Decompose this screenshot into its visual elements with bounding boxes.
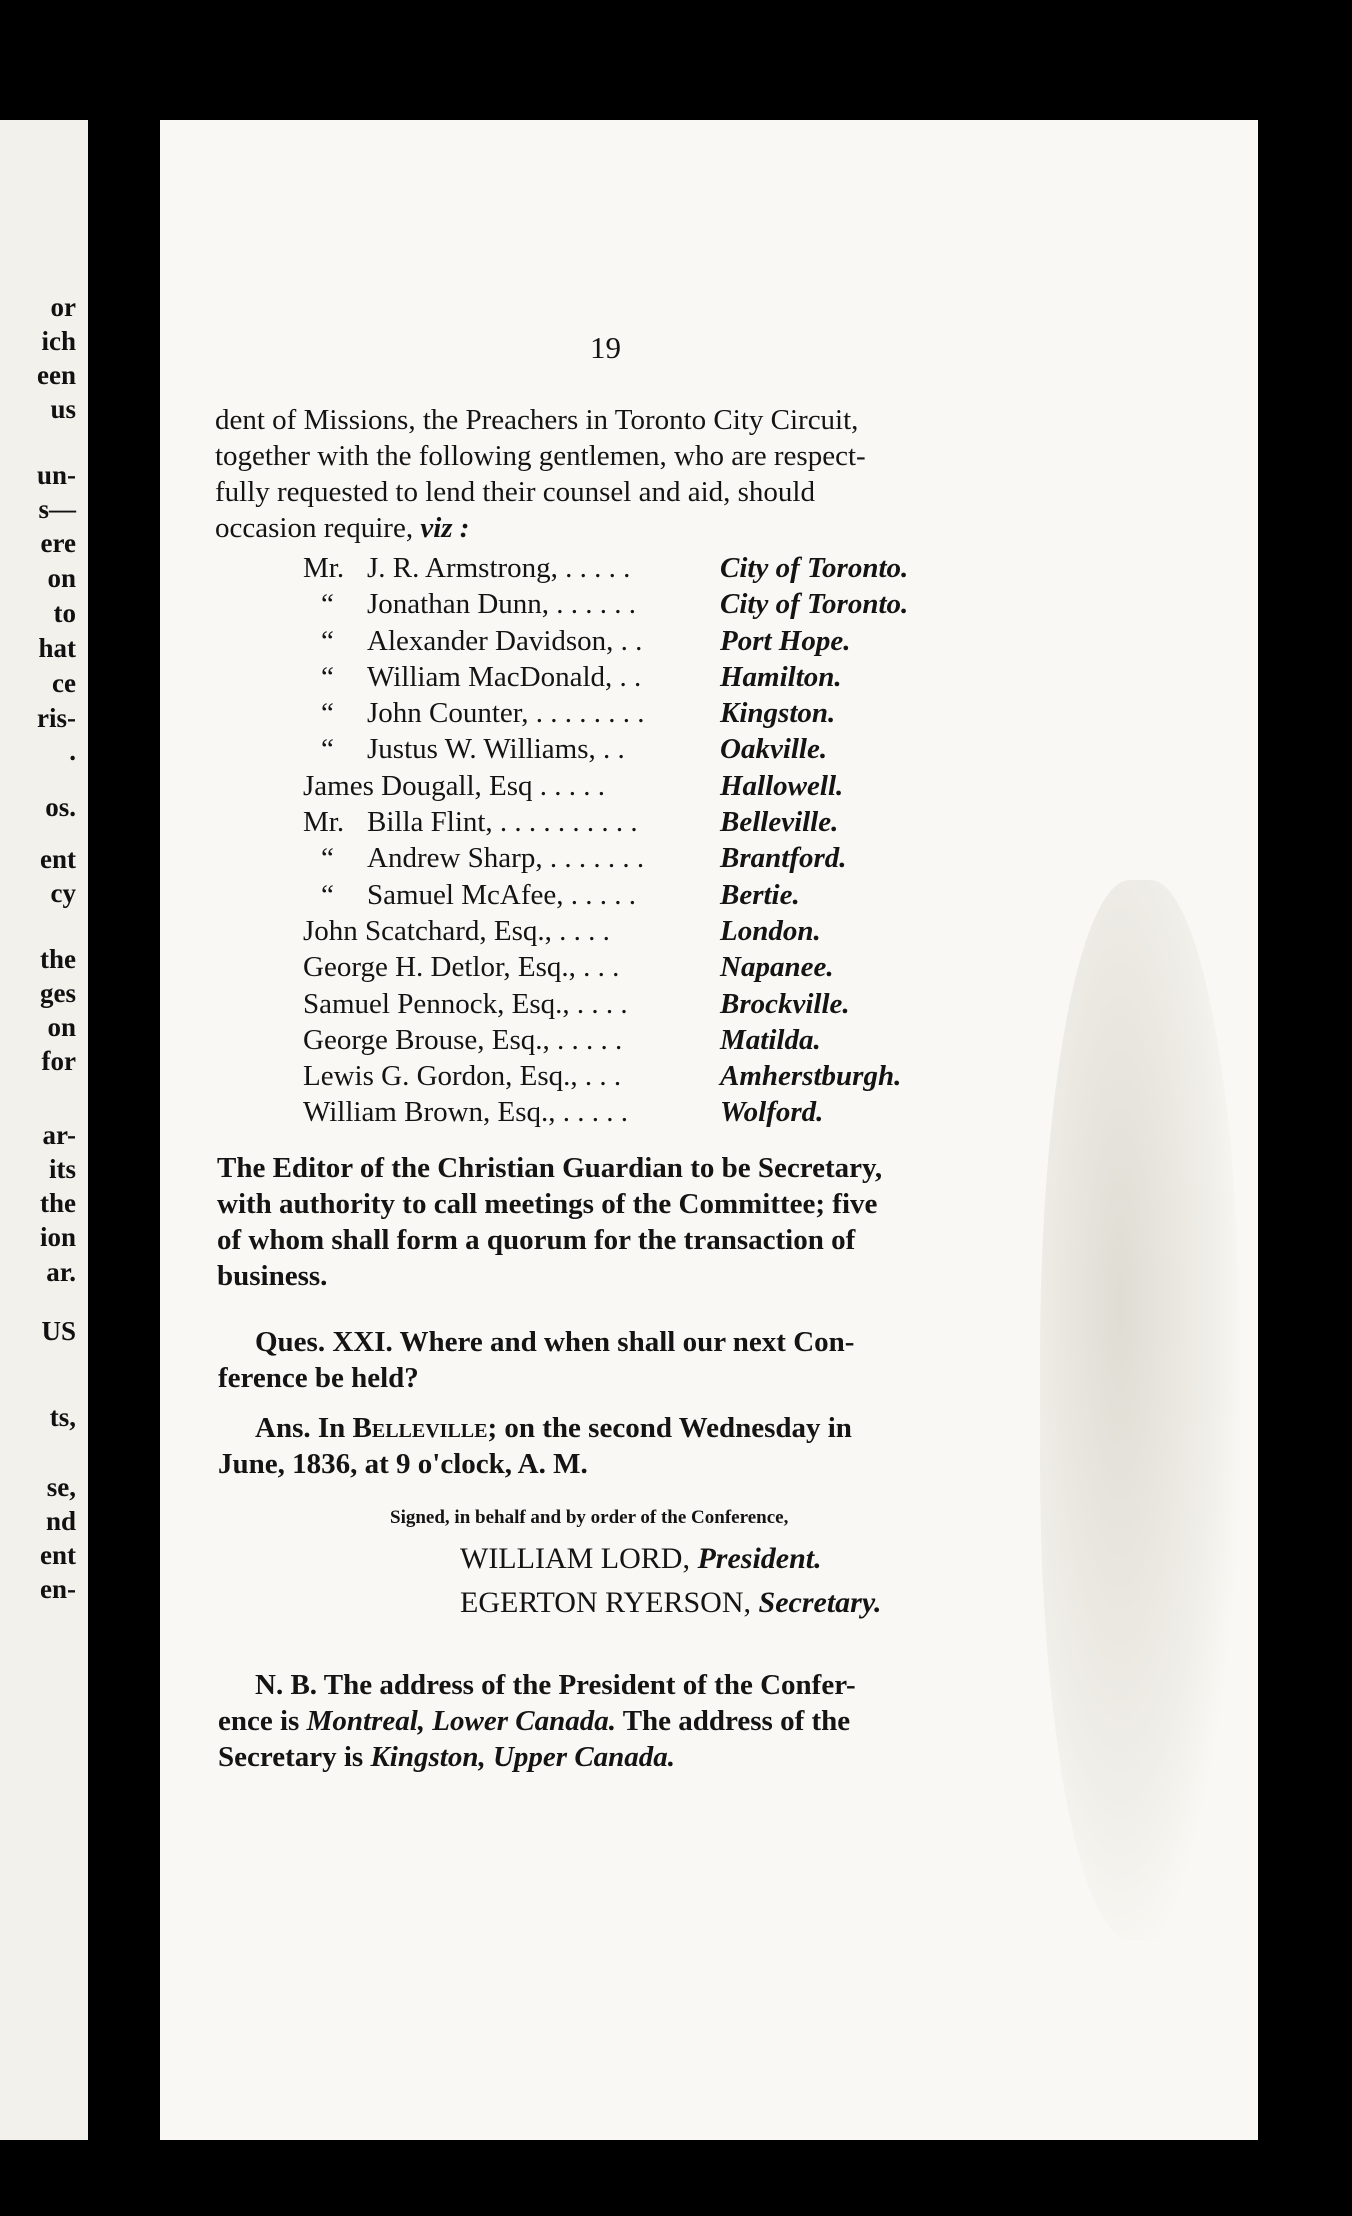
member-name: Jonathan Dunn, . . . . . . (367, 588, 637, 621)
margin-fragment: s— (38, 494, 76, 524)
ditto-mark: “ (321, 660, 334, 693)
book-page (160, 120, 1258, 2140)
margin-fragment: hat (38, 633, 76, 663)
ditto-mark: “ (321, 624, 334, 657)
member-prefix: Mr. (303, 552, 345, 584)
secretary-title: Secretary. (758, 1586, 882, 1619)
margin-fragment: os. (45, 792, 76, 822)
member-name: George Brouse, Esq., . . . . . (303, 1023, 623, 1056)
margin-fragment: ich (41, 326, 76, 356)
answer-rest: ; on the second Wednesday in (487, 1412, 852, 1444)
member-name: Samuel Pennock, Esq., . . . . (303, 987, 628, 1020)
member-name: Lewis G. Gordon, Esq., . . . (303, 1060, 622, 1093)
member-place: Hamilton. (720, 660, 842, 693)
margin-fragment: ent (40, 844, 76, 874)
member-place: Matilda. (720, 1023, 821, 1056)
nb-line (218, 1703, 1025, 1739)
member-name: James Dougall, Esq . . . . . (303, 769, 606, 802)
member-name: J. R. Armstrong, . . . . . (367, 552, 631, 584)
margin-fragment: se, (46, 1472, 76, 1502)
nb-mid: The address of the (622, 1705, 851, 1737)
margin-fragment: ts, (49, 1402, 76, 1432)
margin-fragment: ion (39, 1222, 76, 1252)
answer-line: June, 1836, at 9 o'clock, A. M. (218, 1448, 588, 1480)
nb-president-city: Montreal, Lower Canada. (306, 1705, 616, 1737)
nb-line (218, 1739, 1025, 1775)
page-number: 19 (590, 330, 621, 365)
water-stain (1040, 880, 1240, 1940)
question-line: ference be held? (218, 1362, 419, 1394)
margin-fragment: cy (50, 878, 76, 908)
left-page-margin (0, 120, 88, 2140)
ditto-mark: “ (321, 697, 334, 730)
margin-fragment: or (50, 292, 76, 322)
member-place: Napanee. (720, 951, 834, 984)
member-name: William MacDonald, . . (367, 660, 642, 693)
member-place: Kingston. (720, 697, 836, 730)
question-line: Ques. XXI. Where and when shall our next Con- (255, 1326, 855, 1358)
margin-fragment: en- (40, 1574, 76, 1604)
viz-text: viz : (420, 512, 470, 544)
member-place: Brockville. (720, 987, 850, 1020)
member-name: Samuel McAfee, . . . . . (367, 878, 636, 911)
margin-fragment: ar- (42, 1120, 76, 1150)
editor-line: with authority to call meetings of the Committee; five (217, 1188, 878, 1220)
margin-fragment: ce (52, 668, 76, 698)
nb-paragraph (218, 1667, 1025, 1775)
margin-fragment: ris- (37, 703, 76, 733)
member-name: John Counter, . . . . . . . . (367, 697, 645, 730)
ditto-mark: “ (321, 842, 334, 875)
ditto-mark: “ (321, 878, 334, 911)
member-name: Billa Flint, . . . . . . . . . . (367, 806, 638, 839)
member-place: Port Hope. (720, 624, 851, 657)
nb-prefix: ence is (218, 1705, 300, 1737)
member-place: Wolford. (720, 1096, 824, 1129)
signed-intro: Signed, in behalf and by order of the Conference, (390, 1507, 789, 1528)
margin-fragment: to (53, 598, 76, 628)
member-place: Belleville. (720, 806, 839, 839)
margin-fragment: US (41, 1316, 76, 1346)
margin-fragment: ges (40, 978, 76, 1008)
member-place: City of Toronto. (720, 552, 909, 584)
secretary-signature (460, 1586, 882, 1620)
margin-fragment: the (40, 944, 76, 974)
margin-fragment: een (37, 360, 76, 390)
margin-fragment: us (50, 394, 76, 424)
president-title: President. (697, 1542, 822, 1575)
secretary-name: EGERTON RYERSON, (460, 1586, 752, 1619)
member-place: London. (720, 914, 821, 947)
ditto-mark: “ (321, 588, 334, 621)
intro-paragraph (215, 402, 1025, 546)
answer-paragraph (218, 1410, 1025, 1482)
margin-fragment: its (49, 1154, 76, 1184)
member-name: Justus W. Williams, . . (367, 733, 625, 766)
editor-paragraph (217, 1150, 1025, 1294)
member-place: Bertie. (720, 878, 800, 911)
intro-line: fully requested to lend their counsel and aid, should (215, 476, 815, 508)
member-place: City of Toronto. (720, 588, 909, 621)
margin-fragment: ere (40, 528, 76, 558)
nb-line3-prefix: Secretary is (218, 1741, 364, 1773)
margin-fragment: the (40, 1188, 76, 1218)
member-place: Hallowell. (720, 769, 844, 802)
editor-line: of whom shall form a quorum for the transaction of (217, 1224, 856, 1256)
member-name: George H. Detlor, Esq., . . . (303, 951, 620, 984)
member-prefix: Mr. (303, 806, 345, 839)
member-place: Amherstburgh. (720, 1060, 902, 1093)
margin-fragment: on (47, 563, 76, 593)
member-name: William Brown, Esq., . . . . . (303, 1096, 629, 1129)
member-name: Andrew Sharp, . . . . . . . (367, 842, 645, 875)
answer-line (255, 1410, 1025, 1446)
answer-prefix: Ans. In (255, 1412, 346, 1444)
intro-line: together with the following gentlemen, who are respect- (215, 440, 866, 472)
intro-last-text: occasion require, (215, 512, 414, 544)
margin-fragment: for (41, 1046, 76, 1076)
intro-line: dent of Missions, the Preachers in Toronto City Circuit, (215, 404, 859, 436)
ditto-mark: “ (321, 733, 334, 766)
intro-line (215, 510, 1025, 546)
member-name: Alexander Davidson, . . (367, 624, 643, 657)
member-place: Oakville. (720, 733, 828, 766)
editor-line: business. (217, 1260, 328, 1292)
member-name: John Scatchard, Esq., . . . . (303, 914, 610, 947)
margin-fragment: nd (45, 1506, 76, 1536)
president-name: WILLIAM LORD, (460, 1542, 690, 1575)
member-place: Brantford. (720, 842, 847, 875)
margin-fragment: . (69, 736, 76, 766)
margin-fragment: on (47, 1012, 76, 1042)
nb-line: N. B. The address of the President of the Confer- (255, 1669, 856, 1701)
margin-fragment: ar. (46, 1257, 76, 1287)
margin-fragment: un- (36, 460, 76, 490)
answer-place: Belleville (352, 1412, 488, 1444)
editor-line: The Editor of the Christian Guardian to be Secretary, (217, 1152, 883, 1184)
nb-secretary-city: Kingston, Upper Canada. (370, 1741, 676, 1773)
question-paragraph (218, 1324, 1025, 1396)
president-signature (460, 1542, 822, 1576)
margin-fragment: ent (40, 1540, 76, 1570)
